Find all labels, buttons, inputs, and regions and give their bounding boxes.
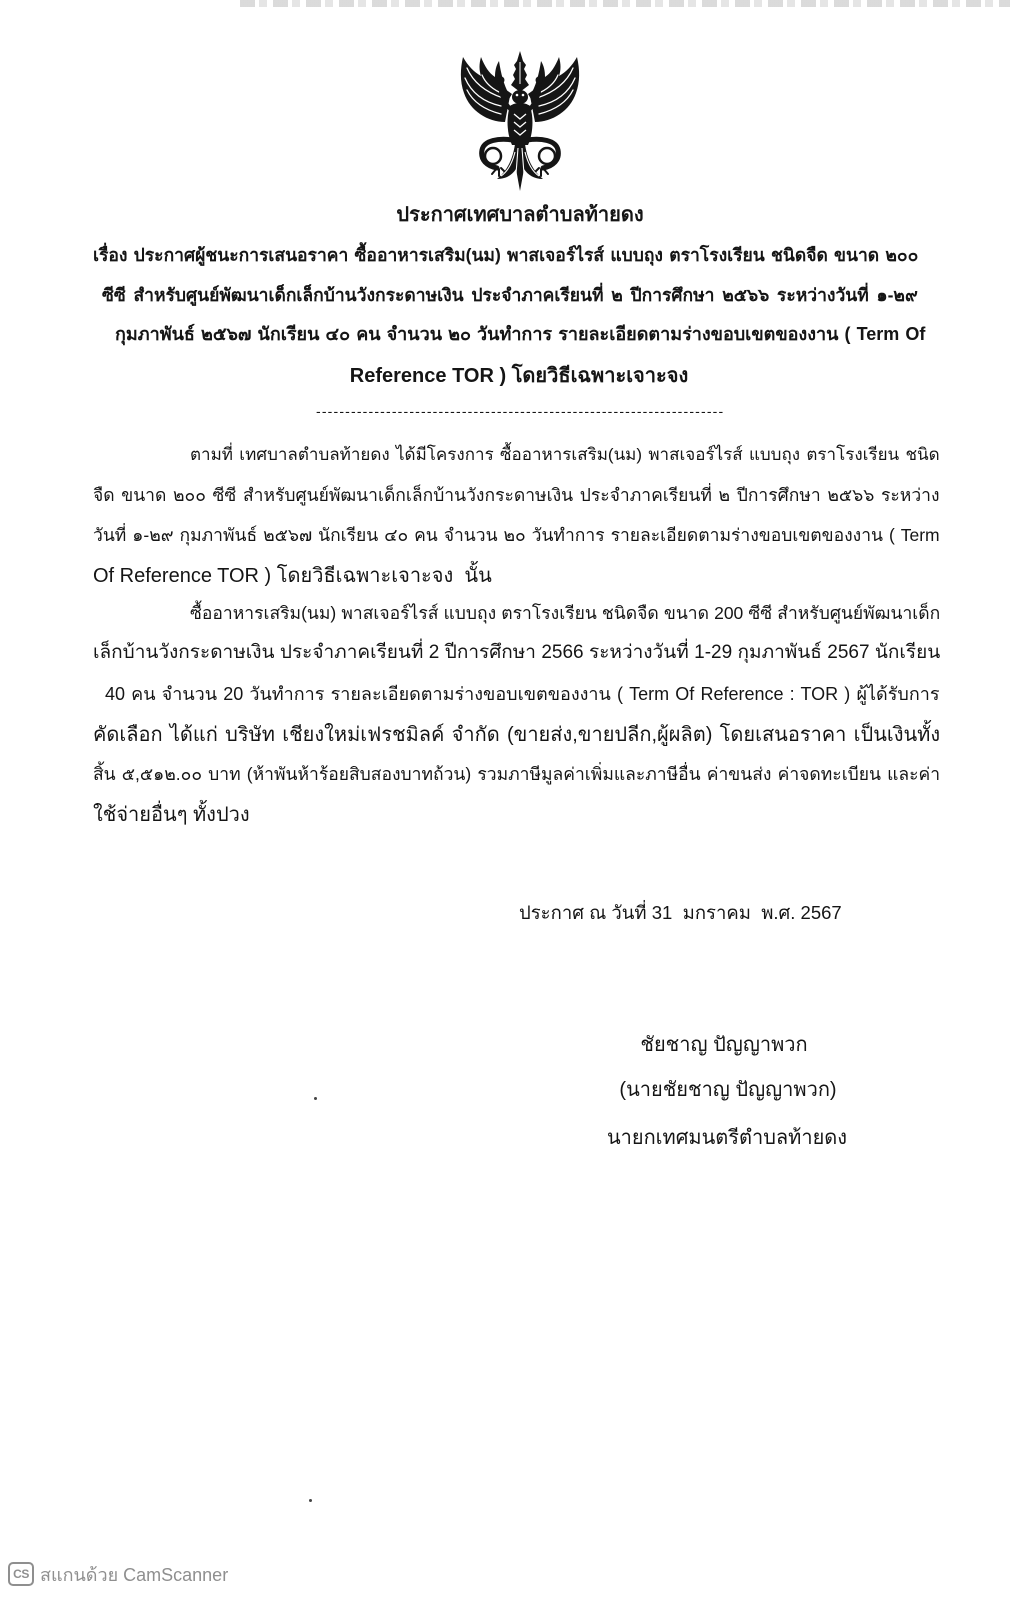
camscanner-logo: CS bbox=[8, 1562, 34, 1586]
garuda-center bbox=[508, 51, 533, 145]
paragraph-2-line: เล็กบ้านวังกระดาษเงิน ประจำภาคเรียนที่ 2 ปีการศึกษา 2566 ระหว่างวันที่ 1-29 กุมภาพันธ์ 2567 นักเรียน bbox=[93, 642, 941, 663]
subject-line: Reference TOR ) โดยวิธีเฉพาะเจาะจง bbox=[349, 365, 689, 387]
paragraph-2-line: 40 คน จำนวน 20 วันทำการ รายละเอียดตามร่างขอบเขตของงาน ( Term Of Reference : TOR ) ผู้ได้รับการ bbox=[105, 684, 940, 704]
scan-edge-artifact bbox=[240, 0, 1010, 7]
watermark-text: สแกนด้วย CamScanner bbox=[40, 1564, 229, 1585]
signer-position: นายกเทศมนตรีตำบลท้ายดง bbox=[606, 1127, 848, 1149]
paragraph-1-line: Of Reference TOR ) โดยวิธีเฉพาะเจาะจง นั้น bbox=[93, 565, 492, 587]
scan-speck bbox=[309, 1499, 312, 1502]
separator-line: ---------------------------------------------------------------------- bbox=[316, 403, 725, 419]
paragraph-2-line: ซื้ออาหารเสริม(นม) พาสเจอร์ไรส์ แบบถุง ตราโรงเรียน ชนิดจืด ขนาด 200 ซีซี สำหรับศูนย์พัฒนาเด็ก bbox=[190, 603, 941, 623]
scan-speck bbox=[314, 1097, 317, 1100]
subject-line: เรื่อง ประกาศผู้ชนะการเสนอราคา ซื้ออาหารเสริม(นม) พาสเจอร์ไรส์ แบบถุง ตราโรงเรียน ชนิดจืด ขนาด ๒๐๐ bbox=[93, 245, 919, 265]
paragraph-2-line: คัดเลือก ได้แก่ บริษัท เชียงใหม่เฟรชมิลค์ จำกัด (ขายส่ง,ขายปลีก,ผู้ผลิต) โดยเสนอราคา เป็นเงินทั้ง bbox=[93, 724, 941, 746]
signature: ชัยชาญ ปัญญาพวก bbox=[640, 1034, 808, 1056]
paragraph-1-line: ตามที่ เทศบาลตำบลท้ายดง ได้มีโครงการ ซื้ออาหารเสริม(นม) พาสเจอร์ไรส์ แบบถุง ตราโรงเรียน ชนิด bbox=[190, 445, 940, 464]
paragraph-2-line: ใช้จ่ายอื่นๆ ทั้งปวง bbox=[93, 804, 250, 826]
paragraph-2-line: สิ้น ๕,๕๑๒.๐๐ บาท (ห้าพันห้าร้อยสิบสองบาทถ้วน) รวมภาษีมูลค่าเพิ่มและภาษีอื่น ค่าขนส่ง ค่าจดทะเบียน และค่า bbox=[93, 764, 941, 784]
subject-line: กุมภาพันธ์ ๒๕๖๗ นักเรียน ๔๐ คน จำนวน ๒๐ วันทำการ รายละเอียดตามร่างขอบเขตของงาน ( Term Of bbox=[115, 324, 926, 344]
subject-line: ซีซี สำหรับศูนย์พัฒนาเด็กเล็กบ้านวังกระดาษเงิน ประจำภาคเรียนที่ ๒ ปีการศึกษา ๒๕๖๖ ระหว่างวันที่ ๑-๒๙ bbox=[102, 285, 918, 305]
paragraph-1-line: วันที่ ๑-๒๙ กุมภาพันธ์ ๒๕๖๗ นักเรียน ๔๐ คน จำนวน ๒๐ วันทำการ รายละเอียดตามร่างขอบเขตของงาน ( Term bbox=[93, 525, 940, 545]
garuda-emblem bbox=[455, 48, 585, 193]
paragraph-1-line: จืด ขนาด ๒๐๐ ซีซี สำหรับศูนย์พัฒนาเด็กเล็กบ้านวังกระดาษเงิน ประจำภาคเรียนที่ ๒ ปีการศึกษา ๒๕๖๖ ระหว่าง bbox=[93, 485, 940, 505]
signer-name: (นายชัยชาญ ปัญญาพวก) bbox=[619, 1079, 837, 1101]
announcement-date: ประกาศ ณ วันที่ 31 มกราคม พ.ศ. 2567 bbox=[519, 902, 842, 923]
announcement-title: ประกาศเทศบาลตำบลท้ายดง bbox=[396, 204, 644, 226]
camscanner-watermark bbox=[8, 1560, 228, 1588]
